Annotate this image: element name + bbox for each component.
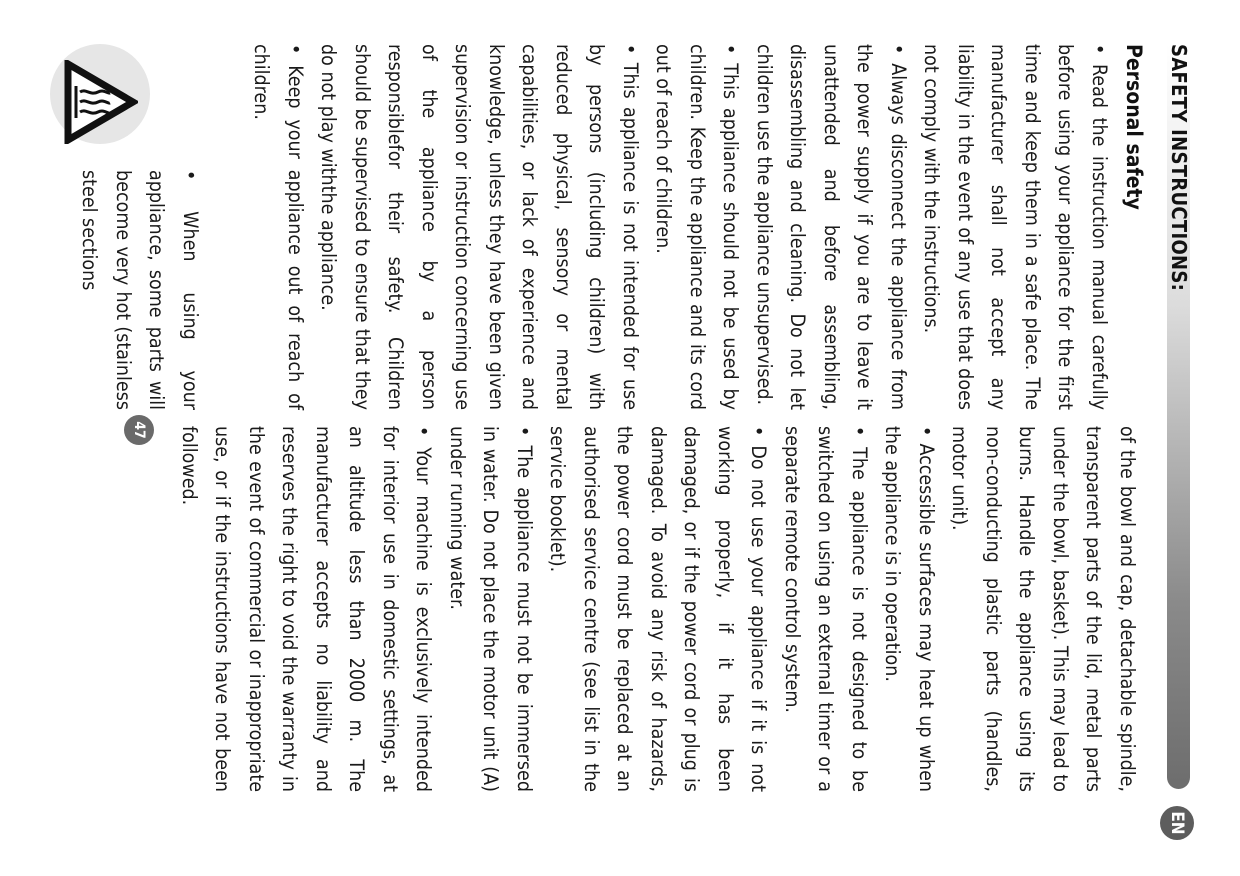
subheading-personal-safety: Personal safety [1122,44,1146,210]
right-column [173,426,1145,792]
language-badge: EN [1160,806,1194,840]
instruction-paragraph: • Keep your appliance out of reach of children. [250,44,307,410]
instruction-paragraph: • Do not use your appliance if it is not working properly, if it has been damaged, or if the power cord or plug is damaged. To avoid any risk of hazards, the power cord must be replaced at an authorised service centre (see list in the service booklet). [546,426,771,792]
instruction-paragraph: • The appliance is not designed to be switched on using an external timer or a separate remote control system. [781,426,871,792]
instruction-paragraph: • Your machine is exclusively intended for interior use in domestic settings, at an altitude less than 2000 m. The manufacturer accepts no liability and reserves the right to void the warranty in the event of commercial or inappropriate use, or if the instructions have not been followed. [178,426,436,792]
hot-surface-warning-icon [64,60,138,144]
instruction-paragraph: • The appliance must not be immersed in water. Do not place the motor unit (A) under running water. [446,426,536,792]
instruction-paragraph: • This appliance should not be used by children. Keep the appliance and its cord out of reach of children. [652,44,743,410]
instruction-paragraph: • Accessible surfaces may heat up when the appliance is in operation. [881,426,938,792]
page-number: 47 [124,415,154,445]
hot-surface-note: • When using your appliance, some parts will become very hot (stainless steel sections [78,170,202,410]
instruction-paragraph: • Read the instruction manual carefully before using your appliance for the first time and keep them in a safe place. The manufacturer shall not accept any liability in the event of any use that does not comply with the instructions. [920,44,1111,410]
left-column [245,44,1116,410]
instruction-paragraph: of the bowl and cap, detachable spindle, transparent parts of the lid, metal parts under the bowl, basket). This may lead to burns. Handle the appliance using its non-conducting plastic parts (handles, motor unit). [948,426,1139,792]
instruction-paragraph: • This appliance is not intended for use by persons (including children) with reduced physical, sensory or mental capabilities, or lack of experience and knowledge, unless they have been given supervision or instruction concerning use of the appliance by a person responsiblefor their safety. Children should be supervised to ensure that they do not play withthe appliance. [317,44,642,410]
section-title: SAFETY INSTRUCTIONS: [1167,44,1191,292]
instruction-paragraph: • Always disconnect the appliance from the power supply if you are to leave it unattended and before assembling, disassembling and cleaning. Do not let children use the appliance unsupervised. [753,44,910,410]
